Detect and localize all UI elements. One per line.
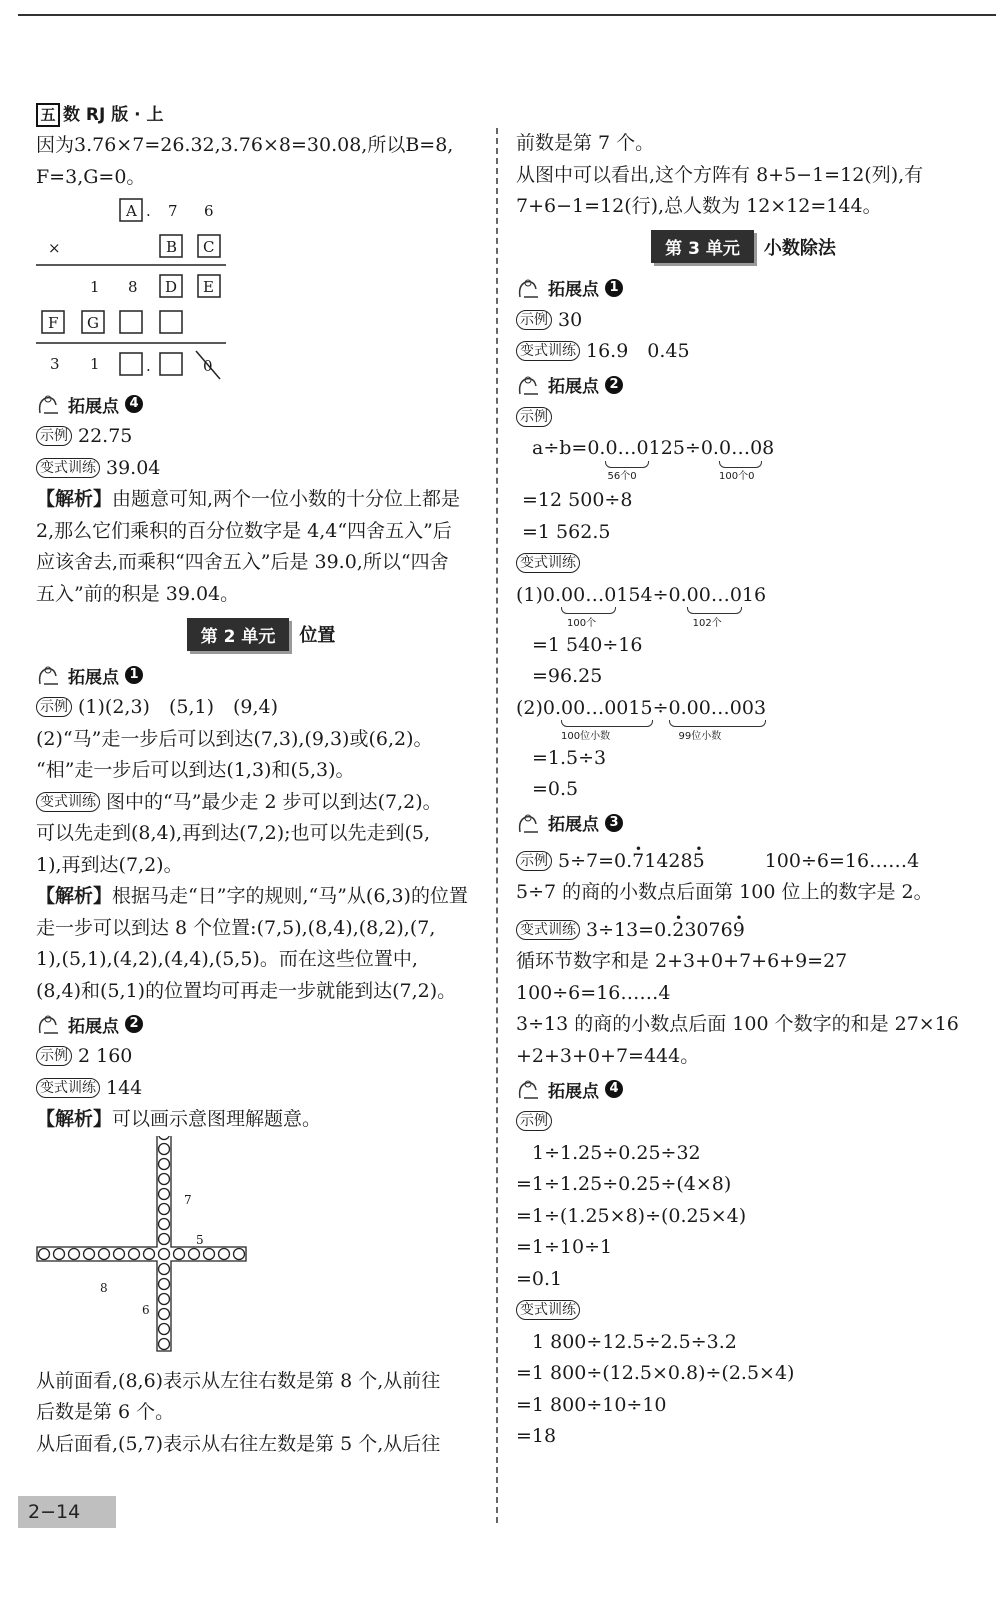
analysis-tag: 【解析】 [36,885,113,907]
kp-title: 拓展点 [548,1081,599,1102]
lightbulb-icon [516,812,542,834]
puzzle-cell: 6 [204,202,214,220]
student-circle [69,1248,80,1259]
diagram-label-5: 5 [196,1232,204,1247]
analysis-text: 由题意可知,两个一位小数的十分位上都是 [112,488,461,510]
analysis-text: 应该舍去,而乘积“四舍五入”后是 39.0,所以“四舍 [36,551,449,573]
brace-label: 100个0 [718,471,755,482]
student-circle [144,1248,155,1259]
kp-number: 2 [125,1015,143,1033]
analysis-tag: 【解析】 [36,488,113,510]
diagram-label-7: 7 [184,1192,192,1207]
unit-heading [516,225,971,269]
example-tag: 示例 [36,1046,72,1066]
answer-line: 100÷6=16……4 [516,981,671,1004]
eq-part: (1)0. [516,583,562,606]
eq-part: 0…0 [718,437,763,459]
answer-line: 3÷13 的商的小数点后面 100 个数字的和是 27×16 [516,1013,959,1035]
brace-label: 100个 [567,617,597,629]
lightbulb-icon [36,393,62,415]
eq-part: 00…0 [561,583,617,606]
answer-line: 从图中可以看出,这个方阵有 8+5−1=12(列),有 [516,163,924,186]
right-column [516,128,971,1453]
equation-line: =12 500÷8 [522,489,633,511]
variant-tag: 变式训练 [516,341,580,361]
puzzle-cell: 7 [168,202,178,220]
example-answer: (1)(2,3) (5,1) (9,4) [78,696,279,718]
puzzle-cell: . [146,357,151,375]
repeat-end-digit: · 5 [693,850,705,872]
equation-line [516,433,971,485]
analysis-text: 根据马走“日”字的规则,“马”从(6,3)的位置 [112,885,468,907]
kp-number: 4 [125,395,143,413]
lightbulb-icon [516,374,542,396]
lightbulb-icon [516,1078,542,1100]
puzzle-cell: A [126,202,137,220]
lightbulb-icon [516,277,542,299]
knowledge-point-header [516,368,971,402]
equation-line: =1 540÷16 [532,633,643,656]
student-circle [189,1248,200,1259]
student-circle [99,1248,110,1259]
eq-part: 00…0 [686,583,742,606]
student-circle [159,1263,170,1274]
brace-group [605,433,649,482]
answer-line: 从前面看,(8,6)表示从左往右数是第 8 个,从前往 [36,1369,441,1392]
example-tag: 示例 [36,697,72,717]
eq-part: 8 [762,437,775,459]
knowledge-point-header [516,806,971,840]
puzzle-cell: D [165,278,178,296]
answer-line: 前数是第 7 个。 [516,132,655,154]
student-circle [174,1248,185,1259]
student-circle [159,1248,170,1259]
header-text: 数 RJ 版 · 上 [63,105,164,125]
example-tag: 示例 [516,310,552,330]
eq-part: 0.00…003 [668,696,767,719]
phalanx-diagram [36,1136,276,1366]
equation-line: =1 562.5 [522,520,611,543]
student-circle [159,1158,170,1169]
lightbulb-icon [36,664,62,686]
puzzle-cell: F [48,314,59,332]
knowledge-point-header [516,271,971,305]
variant-answer: 可以先走到(8,4),再到达(7,2);也可以先走到(5, [36,822,431,844]
variant-tag: 变式训练 [516,553,580,573]
knowledge-point-header [36,658,486,692]
puzzle-cell: G [87,314,99,332]
intro-line: 因为3.76×7=26.32,3.76×8=30.08,所以B=8, [36,134,454,156]
variant-tag: 变式训练 [36,458,100,478]
kp-number: 4 [605,1080,623,1098]
kp-number: 1 [125,666,143,684]
equation-line: =1 800÷10÷10 [516,1393,667,1416]
student-circle [159,1188,170,1199]
student-circle [159,1293,170,1304]
page-header [36,100,486,130]
knowledge-point-header [516,1072,971,1106]
eq-part: 00…0015 [561,696,653,719]
phalanx-outline [37,1136,246,1351]
eq-part: ÷ [652,696,669,719]
student-circle [159,1136,170,1140]
kp-number: 2 [605,376,623,394]
student-circle [159,1278,170,1289]
diagram-label-6: 6 [142,1302,150,1317]
eq-part: a÷b=0. [532,437,606,459]
analysis-text: 走一步可以到达 8 个位置:(7,5),(8,4),(8,2),(7, [36,916,436,939]
unit-heading [36,612,486,656]
puzzle-cell: 1 [90,278,100,296]
student-circle [159,1218,170,1229]
analysis-text: 1),(5,1),(4,2),(4,4),(5,5)。而在这些位置中, [36,948,418,970]
column-divider [496,128,498,1523]
unit-title: 位置 [299,625,336,646]
brace-label: 100位小数 [561,730,611,742]
unit-title: 小数除法 [763,237,836,259]
student-circle [54,1248,65,1259]
brace-group [686,580,742,629]
puzzle-cell: C [203,238,215,256]
variant-tag: 变式训练 [36,1078,100,1098]
student-circle [84,1248,95,1259]
unit-badge: 第 2 单元 [187,618,290,651]
brace-label: 102个 [692,617,722,629]
brace-label: 99位小数 [678,730,722,742]
times-sign: × [48,239,61,257]
grade-badge: 五 [36,103,60,127]
equation-line: =1÷(1.25×8)÷(0.25×4) [516,1204,747,1227]
kp-title: 拓展点 [548,377,599,397]
example-answer: 30 [558,308,583,331]
left-column [36,100,486,1460]
page-number: 2−14 [18,1496,116,1528]
answer-line: 循环节数字和是 2+3+0+7+6+9=27 [516,950,848,972]
student-circle [159,1143,170,1154]
diagram-label-8: 8 [100,1280,108,1295]
eq-part: (2)0. [516,696,562,719]
kp-title: 拓展点 [68,1016,119,1037]
analysis-tag: 【解析】 [36,1108,113,1130]
puzzle-cell: 1 [90,355,100,373]
analysis-text: 2,那么它们乘积的百分位数字是 4,4“四舍五入”后 [36,519,452,542]
kp-title: 拓展点 [68,396,119,417]
answer-line: 后数是第 6 个。 [36,1401,175,1423]
puzzle-box [160,353,182,375]
eq-part: 5÷7=0. [558,849,633,872]
student-circle [39,1248,50,1259]
example-answer: 2 160 [78,1045,133,1067]
puzzle-box [120,311,142,333]
student-circle [129,1248,140,1259]
student-circle [159,1323,170,1334]
analysis-text: (8,4)和(5,1)的位置均可再走一步就能到达(7,2)。 [36,979,457,1002]
variant-answer: 图中的“马”最少走 2 步可以到达(7,2)。 [106,790,442,813]
variant-tag: 变式训练 [516,1300,580,1320]
student-circle [159,1233,170,1244]
kp-title: 拓展点 [548,280,599,300]
student-circle [159,1173,170,1184]
puzzle-cell: E [203,278,214,296]
variant-answer: 1),再到达(7,2)。 [36,853,183,876]
knowledge-point-header [36,387,486,421]
kp-number: 1 [605,279,623,297]
answer-line: +2+3+0+7=444。 [516,1044,700,1067]
student-circle [234,1248,245,1259]
example-tag: 示例 [516,851,552,871]
brace-group [718,433,763,482]
eq-part: 125÷0. [648,437,719,459]
student-circle [114,1248,125,1259]
brace-group [668,693,767,742]
puzzle-cell: 8 [128,278,138,296]
eq-part: 0…0 [605,437,649,459]
equation-line: =96.25 [532,665,603,687]
puzzle-cell: B [166,238,178,256]
kp-title: 拓展点 [548,815,599,835]
student-circle [159,1338,170,1349]
eq-part: 1428 [644,849,693,872]
brace-group [561,580,617,629]
eq-part: 154÷0. [616,583,687,606]
puzzle-box [160,311,182,333]
student-circle [204,1248,215,1259]
brace-label: 56个0 [607,471,637,482]
answer-line: 7+6−1=12(行),总人数为 12×12=144。 [516,195,882,217]
variant-tag: 变式训练 [36,792,100,812]
analysis-text: 可以画示意图理解题意。 [112,1108,322,1130]
equation-line: 1 800÷12.5÷2.5÷3.2 [532,1330,737,1353]
answer-line: 从后面看,(5,7)表示从右往左数是第 5 个,从后往 [36,1432,441,1455]
equation-line: =1.5÷3 [532,746,607,769]
brace-group [561,693,653,742]
example-tag: 示例 [36,426,72,446]
unit-badge: 第 3 单元 [651,230,754,263]
multiplication-puzzle [36,197,236,387]
repeat-start-digit: · 2 [672,919,684,941]
eq-part: 3076 [684,918,733,941]
knowledge-point-header [36,1007,486,1041]
answer-line: (2)“马”走一步后可以到达(7,3),(9,3)或(6,2)。 [36,727,433,750]
top-rule [18,14,996,16]
variant-tag: 变式训练 [516,920,580,940]
eq-part: 16 [741,583,767,606]
repeat-start-digit: · 7 [632,850,644,872]
equation-line: 1÷1.25÷0.25÷32 [532,1141,701,1164]
example-answer: 22.75 [78,425,133,447]
kp-number: 3 [605,814,623,832]
answer-line: “相”走一步后可以到达(1,3)和(5,3)。 [36,759,355,781]
eq-part: 100÷6=16……4 [764,849,920,872]
repeat-end-digit: · 9 [733,919,745,941]
variant-answer: 16.9 0.45 [586,340,690,362]
puzzle-cell: 3 [50,355,60,373]
kp-title: 拓展点 [68,667,119,688]
puzzle-box [120,353,142,375]
equation-line: =1÷1.25÷0.25÷(4×8) [516,1173,732,1195]
lightbulb-icon [36,1013,62,1035]
student-circle [219,1248,230,1259]
equation-line: =18 [516,1425,557,1447]
equation-line: =0.5 [532,778,579,800]
equation-line: =0.1 [516,1267,563,1290]
example-tag: 示例 [516,407,552,427]
student-circle [159,1308,170,1319]
student-circle [159,1203,170,1214]
puzzle-cell: 0 [203,357,213,375]
eq-part: 3÷13=0. [586,918,673,941]
equation-line: =1÷10÷1 [516,1236,613,1258]
answer-line: 5÷7 的商的小数点后面第 100 位上的数字是 2。 [516,881,933,903]
variant-answer: 144 [106,1076,143,1099]
analysis-text: 五入”前的积是 39.04。 [36,582,240,605]
example-tag: 示例 [516,1111,552,1131]
intro-line: F=3,G=0。 [36,165,146,188]
equation-line: =1 800÷(12.5×0.8)÷(2.5×4) [516,1362,795,1384]
variant-answer: 39.04 [106,456,161,479]
equation-line [516,580,971,630]
puzzle-cell: . [146,202,151,220]
equation-line [516,693,971,743]
